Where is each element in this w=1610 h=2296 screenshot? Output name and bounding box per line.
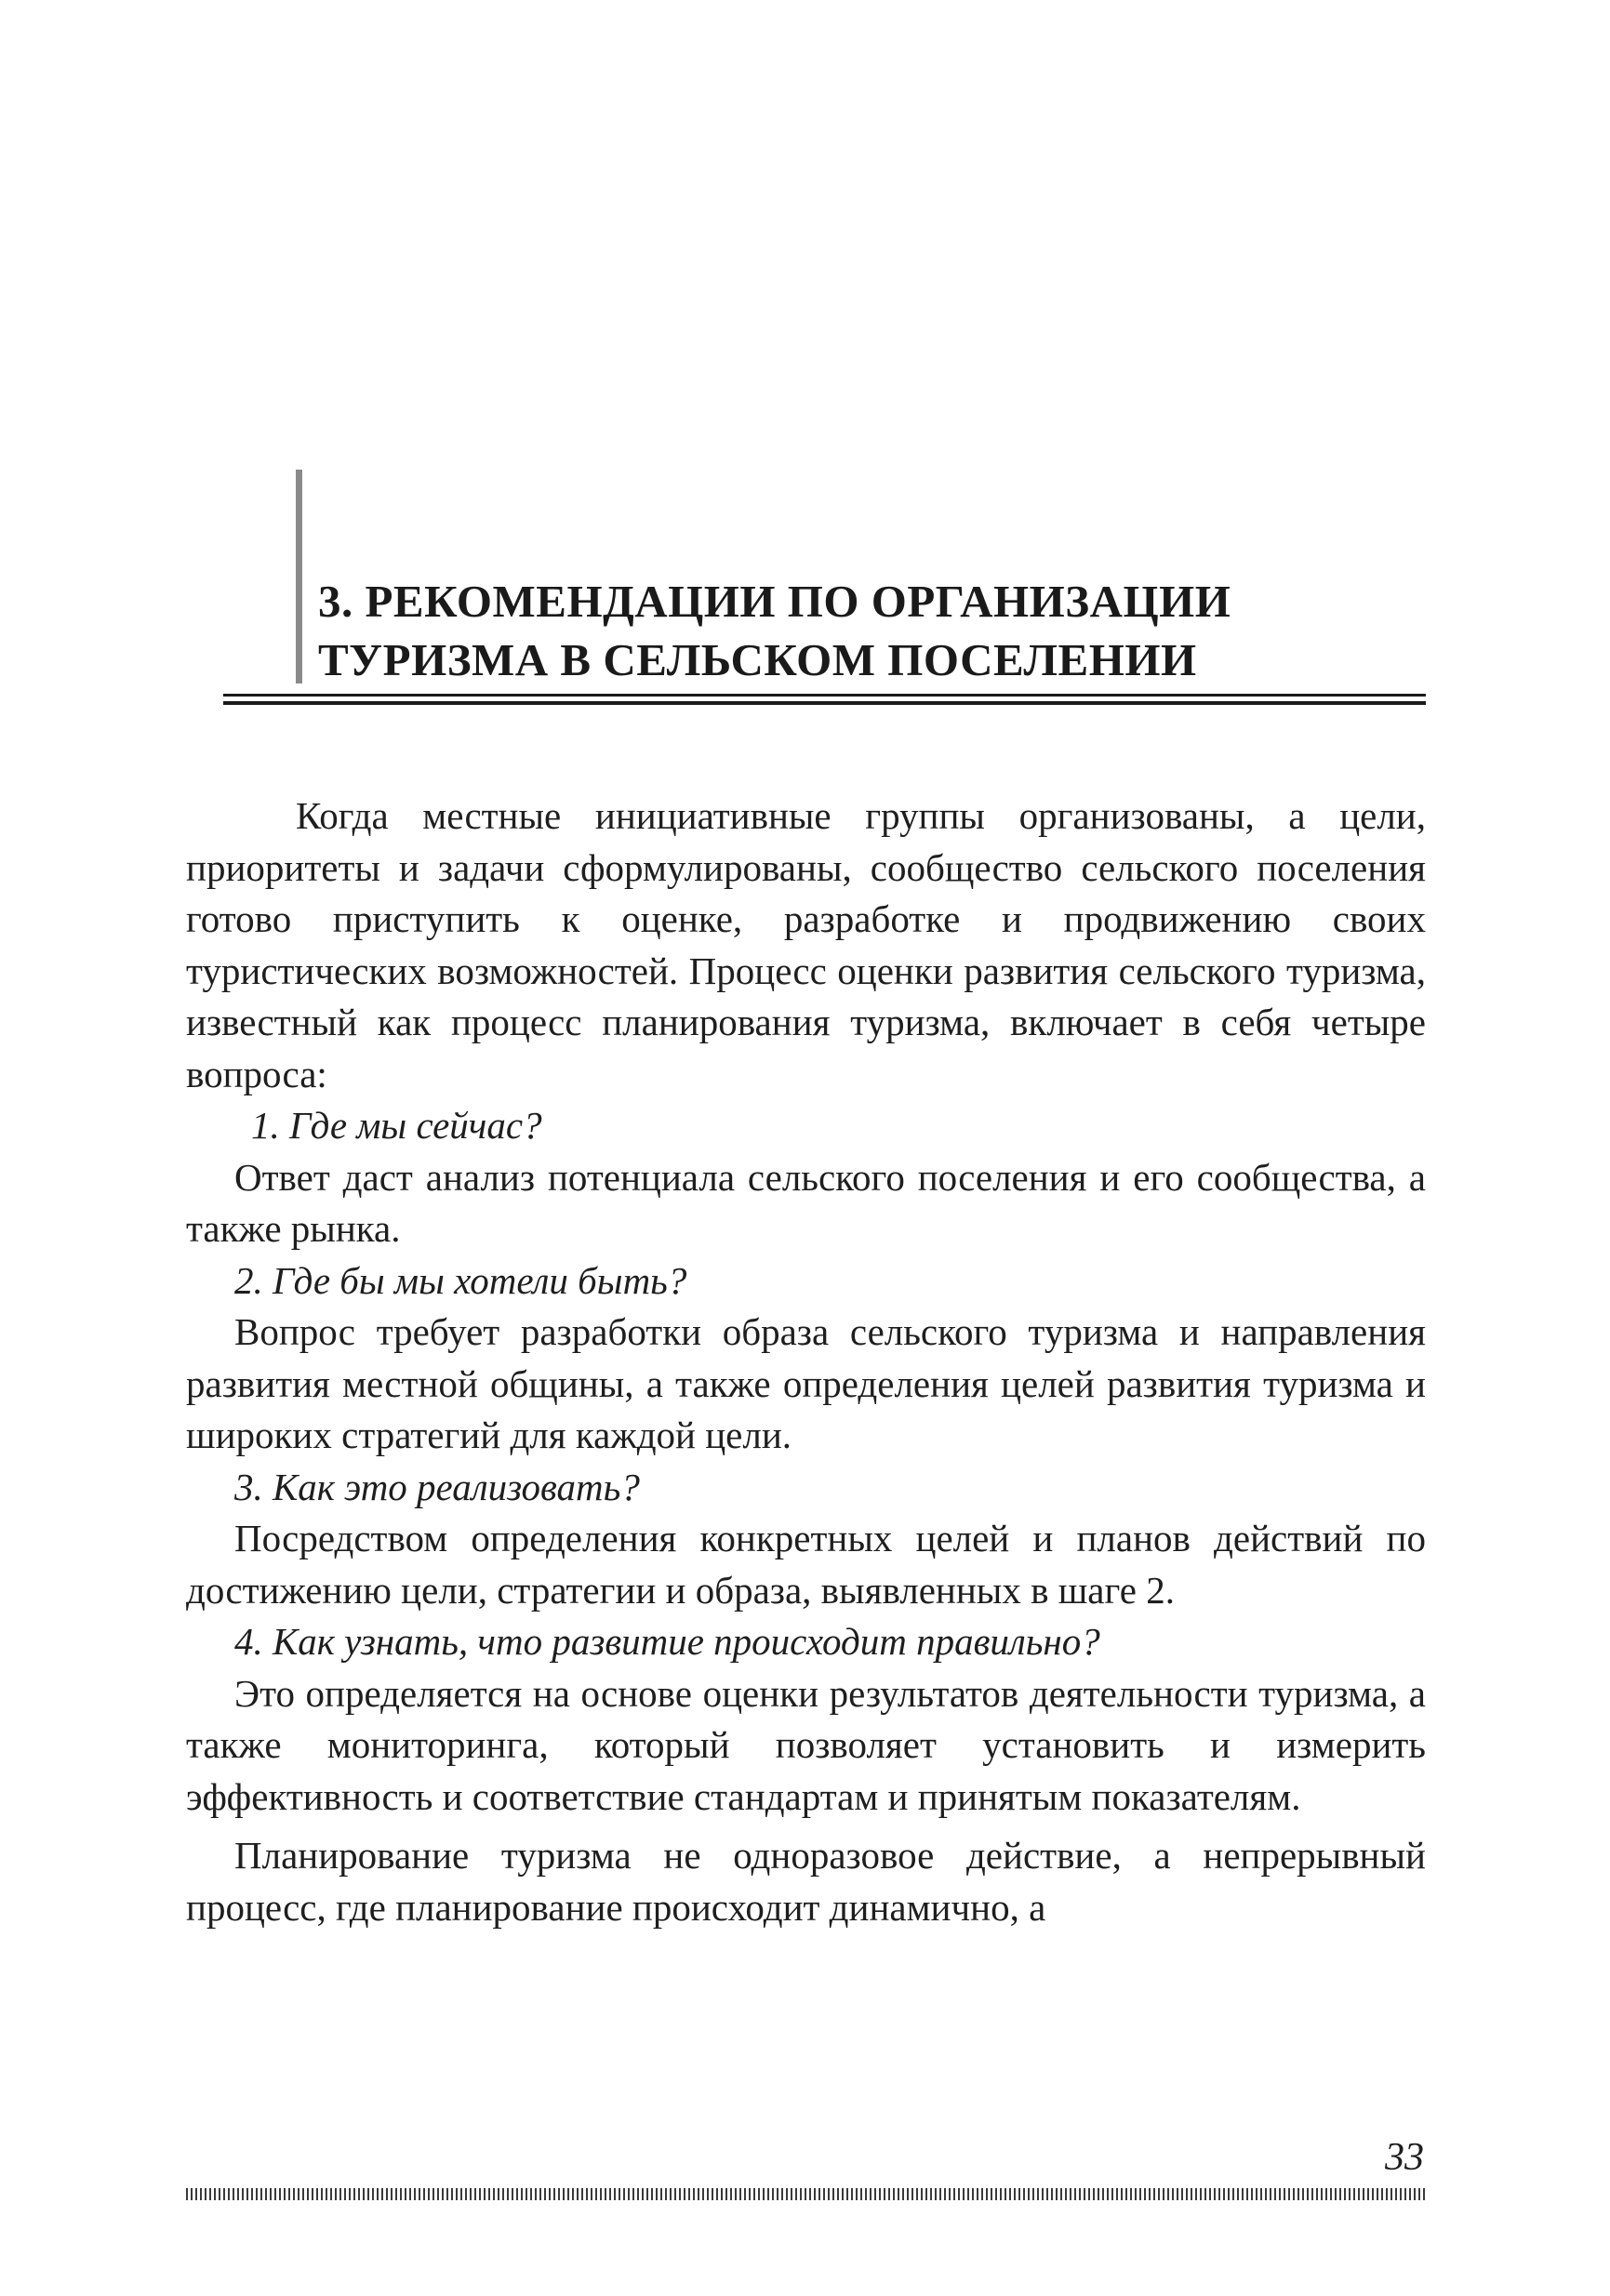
chapter-title-line-2: ТУРИЗМА В СЕЛЬСКОМ ПОСЕЛЕНИИ xyxy=(318,634,1197,685)
question-4: 4. Как узнать, что развитие происходит правильно? xyxy=(234,1620,1100,1663)
intro-paragraph: Когда местные инициативные группы организованы, а цели, приоритеты и задачи сформулированы, сообщество сельского поселения готово приступить к оценке, разработке и продвижению своих туристических возможностей. Процесс оценки развития сельского туризма, известный как процесс планирования туризма, включает в себя четыре вопроса: xyxy=(186,794,1426,1095)
footer-hatched-rule xyxy=(186,2188,1426,2200)
chapter-number: 3. xyxy=(318,576,353,627)
heading-rule-thick xyxy=(223,701,1426,705)
question-1: 1. Где мы сейчас? xyxy=(251,1104,542,1147)
page-number: 33 xyxy=(1385,2136,1424,2179)
closing-paragraph: Планирование туризма не одноразовое действие, а непрерывный процесс, где планирование происходит динамично, а xyxy=(186,1834,1426,1929)
heading-rule-thin xyxy=(223,694,1426,697)
body-text xyxy=(186,790,1426,1933)
chapter-title-line-1: РЕКОМЕНДАЦИИ ПО ОРГАНИЗАЦИИ xyxy=(365,576,1231,627)
answer-2: Вопрос требует разработки образа сельского туризма и направления развития местной общины, а также определения целей развития туризма и широких стратегий для каждой цели. xyxy=(186,1310,1426,1456)
answer-1: Ответ даст анализ потенциала сельского поселения и его сообщества, а также рынка. xyxy=(186,1155,1426,1250)
heading-accent-bar xyxy=(296,470,302,683)
question-2: 2. Где бы мы хотели быть? xyxy=(234,1258,687,1302)
answer-4: Это определяется на основе оценки результатов деятельности туризма, а также мониторинга, который позволяет установить и измерить эффективность и соответствие стандартам и принятым показателям. xyxy=(186,1671,1426,1818)
answer-3: Посредством определения конкретных целей и планов действий по достижению цели, стратегии и образа, выявленных в шаге 2. xyxy=(186,1517,1426,1612)
chapter-heading xyxy=(318,572,1434,689)
question-3: 3. Как это реализовать? xyxy=(234,1465,640,1508)
